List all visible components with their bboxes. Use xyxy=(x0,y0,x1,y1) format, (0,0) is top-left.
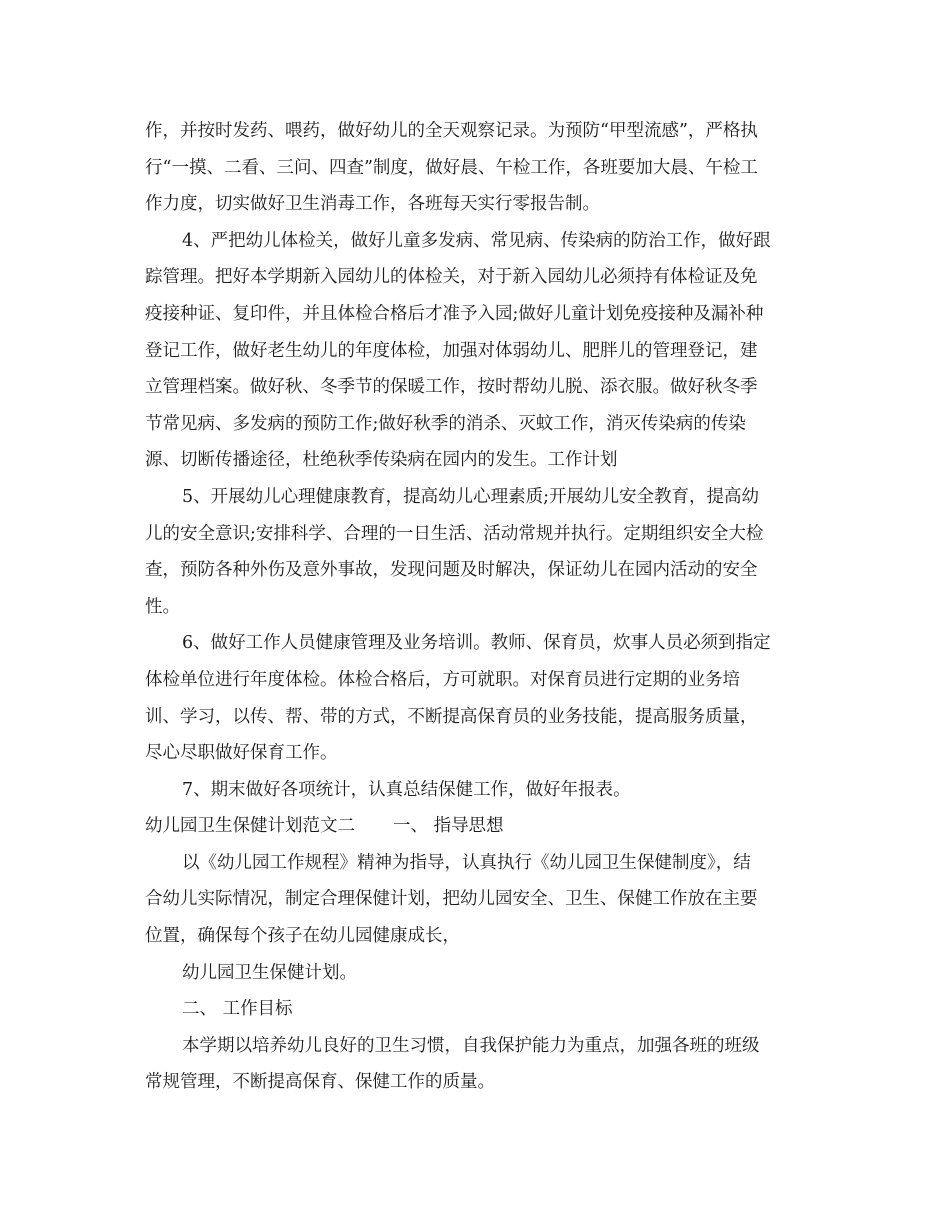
text-line: 立管理档案。做好秋、冬季节的保暖工作，按时帮幼儿脱、添衣服。做好秋冬季 xyxy=(145,377,758,398)
paragraph-guiding-start: 以《幼儿园工作规程》精神为指导，认真执行《幼儿园卫生保健制度》，结 xyxy=(182,852,751,873)
paragraph-5-start: 5、开展幼儿心理健康教育，提高幼儿心理素质;开展幼儿安全教育，提高幼 xyxy=(182,486,760,507)
text-line: 作，并按时发药、喂药，做好幼儿的全天观察记录。为预防“甲型流感”，严格执 xyxy=(145,121,758,141)
text-line: 体检单位进行年度体检。体检合格后，方可就职。对保育员进行定期的业务培 xyxy=(145,669,740,690)
text-line: 源、切断传播途径，杜绝秋季传染病在园内的发生。工作计划 xyxy=(145,450,618,471)
paragraph-6-start: 6、做好工作人员健康管理及业务培训。教师、保育员，炊事人员必须到指定 xyxy=(182,633,771,654)
text-line: 查，预防各种外伤及意外事故，发现问题及时解决，保证幼儿在园内活动的安全 xyxy=(145,560,758,581)
text-line: 合幼儿实际情况，制定合理保健计划，把幼儿园安全、卫生、保健工作放在主要 xyxy=(145,889,758,910)
section-heading xyxy=(145,808,810,845)
paragraph-4-start: 4、严把幼儿体检关，做好儿童多发病、常见病、传染病的防治工作，做好跟 xyxy=(182,230,771,251)
text-line: 常规管理，不断提高保育、保健工作的质量。 xyxy=(145,1072,495,1093)
section-title-guiding-thought: 一、 指导思想 xyxy=(393,816,504,837)
text-line: 性。 xyxy=(145,596,180,617)
text-line: 登记工作，做好老生幼儿的年度体检，加强对体弱幼儿、肥胖儿的管理登记，建 xyxy=(145,340,758,361)
paragraph-7-start: 7、期末做好各项统计，认真总结保健工作，做好年报表。 xyxy=(182,779,631,800)
text-line: 幼儿园卫生保健计划。 xyxy=(182,962,357,983)
text-line: 踪管理。把好本学期新入园幼儿的体检关，对于新入园幼儿必须持有体检证及免 xyxy=(145,267,758,288)
document-title: 幼儿园卫生保健计划范文二 xyxy=(145,816,355,837)
text-line: 行“一摸、二看、三问、四查”制度，做好晨、午检工作，各班要加大晨、午检工 xyxy=(145,157,758,178)
text-line: 作力度，切实做好卫生消毒工作，各班每天实行零报告制。 xyxy=(145,194,600,215)
text-line: 位置，确保每个孩子在幼儿园健康成长， xyxy=(145,926,460,947)
text-line: 尽心尽职做好保育工作。 xyxy=(145,743,338,764)
text-line: 疫接种证、复印件，并且体检合格后才准予入园;做好儿童计划免疫接种及漏补种 xyxy=(145,303,764,324)
document-body xyxy=(145,113,810,1101)
text-line: 节常见病、多发病的预防工作;做好秋季的消杀、灭蚊工作，消灭传染病的传染 xyxy=(145,413,746,434)
text-line: 儿的安全意识;安排科学、合理的一日生活、活动常规并执行。定期组织安全大检 xyxy=(145,523,764,544)
section-title-work-goals: 二、 工作目标 xyxy=(182,999,293,1020)
paragraph-goals-start: 本学期以培养幼儿良好的卫生习惯，自我保护能力为重点，加强各班的班级 xyxy=(182,1035,760,1056)
text-line: 训、学习，以传、帮、带的方式，不断提高保育员的业务技能，提高服务质量， xyxy=(145,706,758,727)
